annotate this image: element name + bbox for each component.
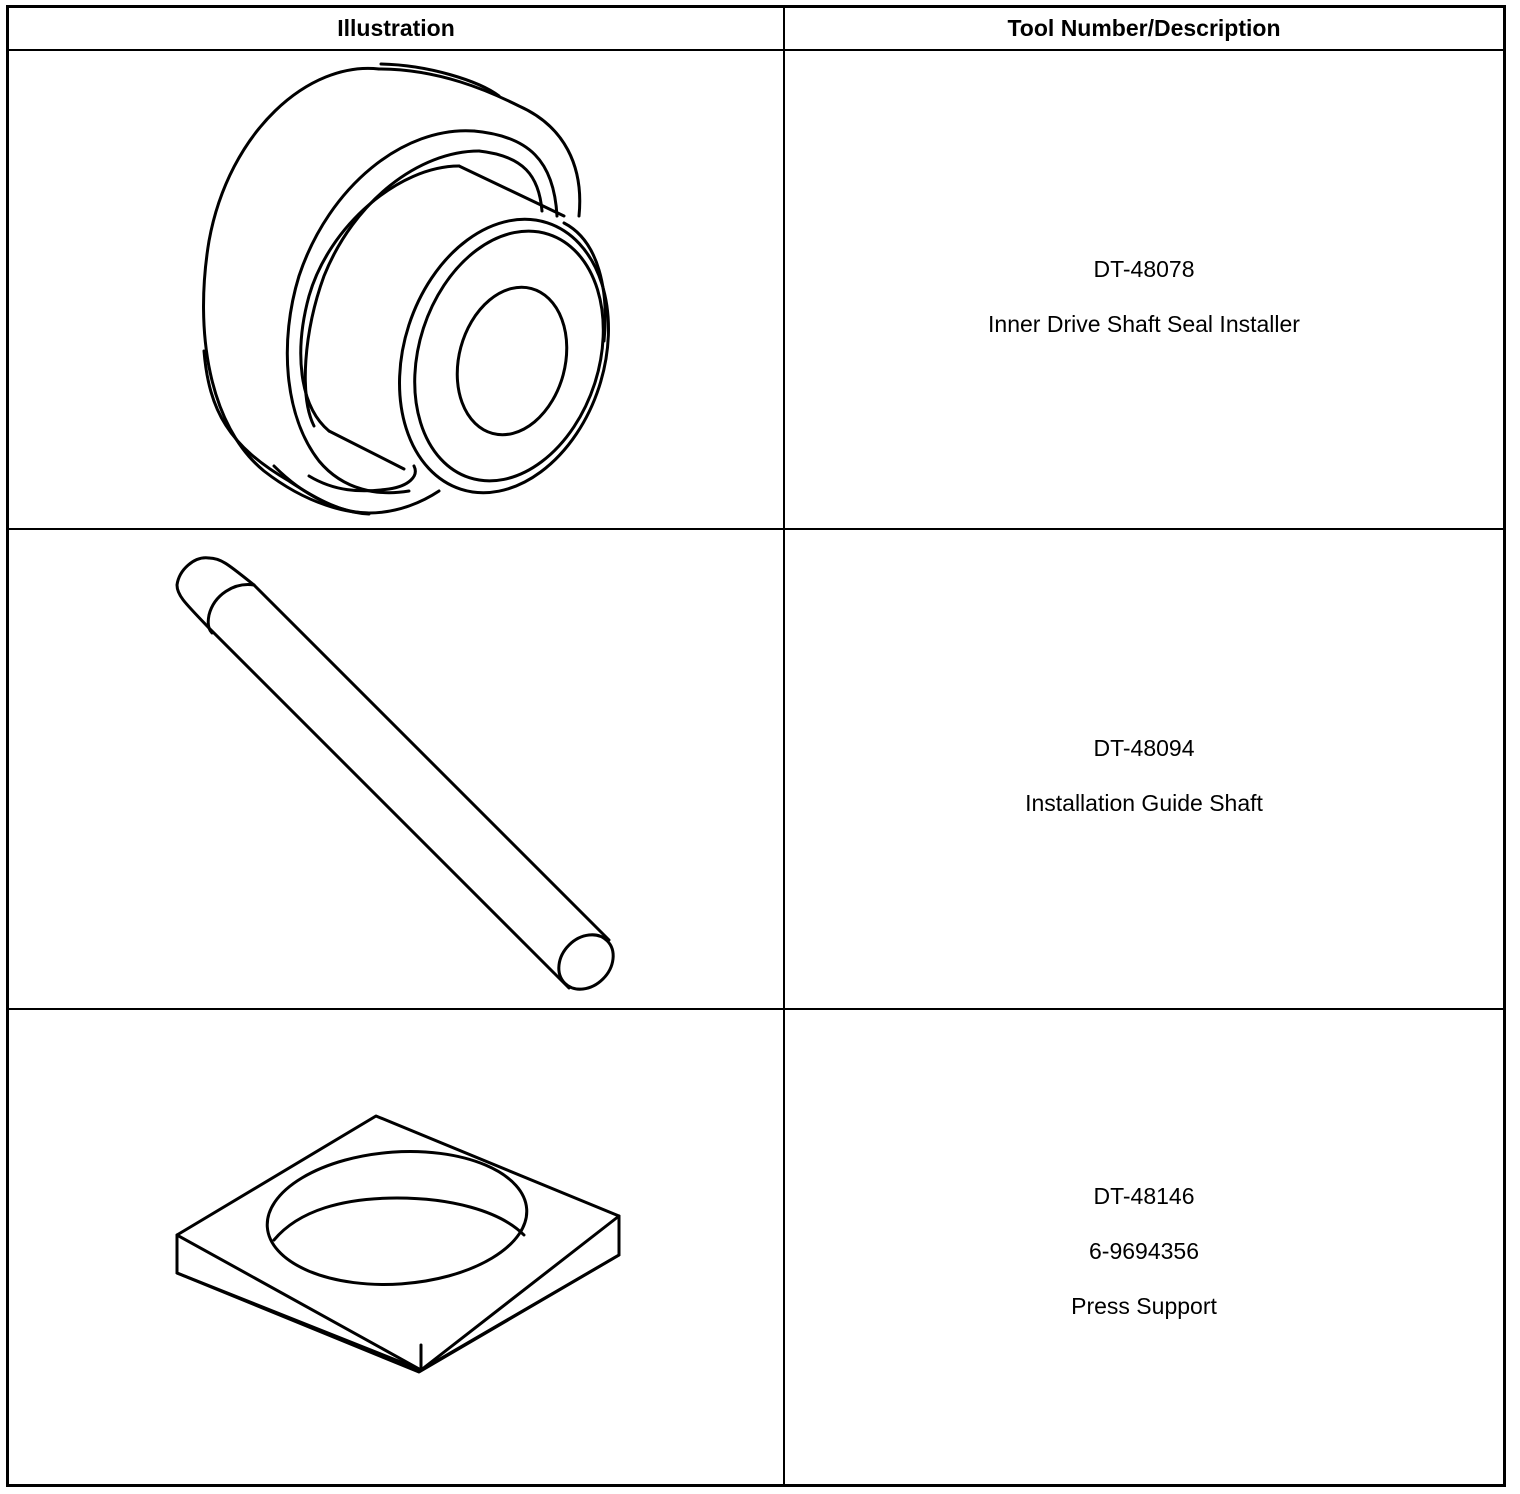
guide-shaft-illustration [9, 530, 783, 1008]
tool-number: DT-48094 [1093, 735, 1195, 761]
table-row-description [785, 51, 1503, 528]
table-row-description [785, 1010, 1503, 1487]
tool-description: Press Support [1071, 1293, 1217, 1319]
seal-installer-illustration [9, 51, 783, 528]
press-support-illustration [9, 1010, 783, 1487]
table-row-illustration [9, 530, 783, 1008]
tool-description: Inner Drive Shaft Seal Installer [988, 311, 1300, 337]
table-row-description [785, 530, 1503, 1008]
table-row-illustration [9, 51, 783, 528]
tool-number: DT-48146 [1093, 1183, 1195, 1209]
tool-description: Installation Guide Shaft [1025, 790, 1263, 816]
header-illustration: Illustration [337, 15, 455, 41]
tool-part-number: 6-9694356 [1089, 1238, 1199, 1264]
tool-table [6, 5, 1506, 1487]
tool-number: DT-48078 [1093, 256, 1195, 282]
table-row-illustration [9, 1010, 783, 1487]
header-tool-description: Tool Number/Description [1007, 15, 1281, 41]
